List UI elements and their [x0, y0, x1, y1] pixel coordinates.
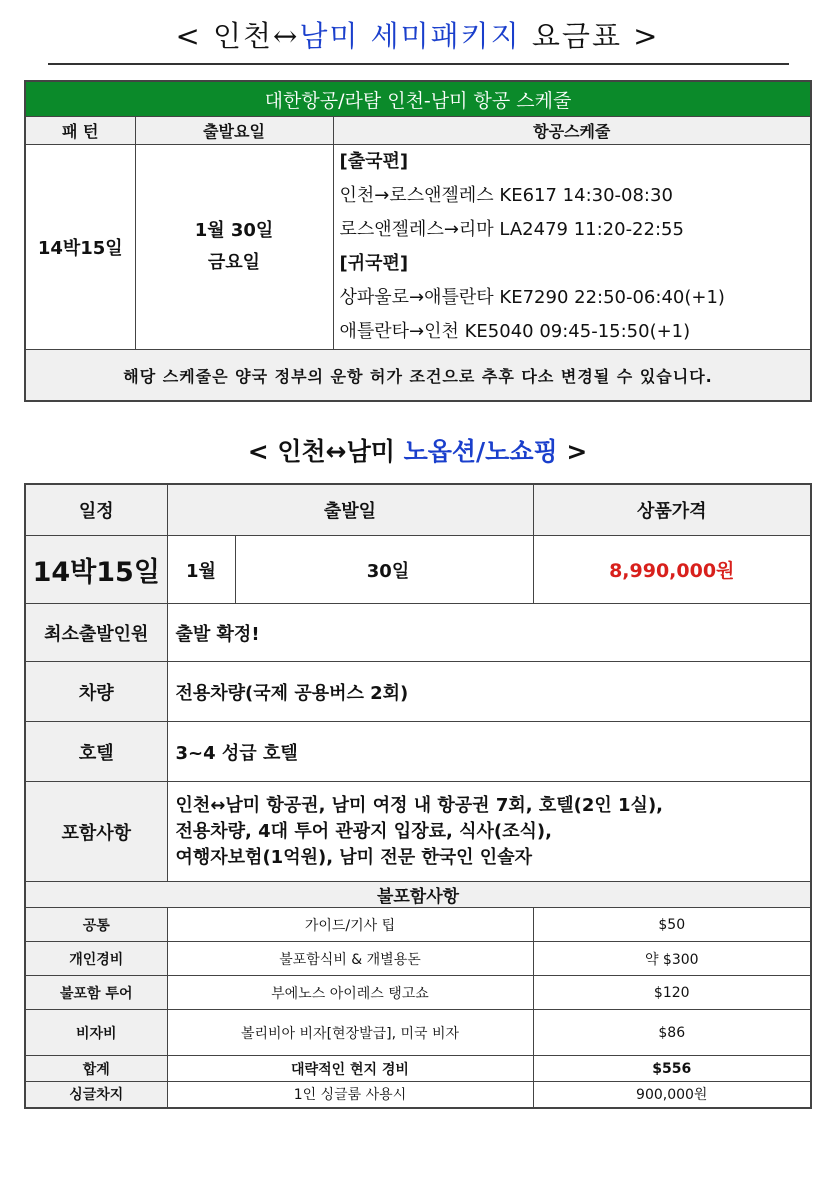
title-highlight: 남미 세미패키지 — [299, 19, 521, 53]
schedule-note: 해당 스케줄은 양국 정부의 운항 허가 조건으로 추후 다소 변경될 수 있습니다. — [25, 350, 811, 402]
title-prefix: < 인천↔ — [175, 19, 300, 53]
flight-return-1: 상파울로→애틀란타 KE7290 22:50-06:40(+1) — [339, 287, 725, 308]
total-desc: 대략적인 현지 경비 — [167, 1056, 533, 1082]
single-charge-label: 싱글차지 — [25, 1082, 167, 1108]
flight-outbound-2: 로스앤젤레스→리마 LA2479 11:20-22:55 — [339, 219, 684, 240]
total-amount: $556 — [533, 1056, 811, 1082]
hotel-value: 3~4 성급 호텔 — [167, 722, 811, 782]
section-title-highlight: 노옵션/노쇼핑 — [403, 437, 558, 466]
schedule-banner: 대한항공/라탐 인천-남미 항공 스케줄 — [25, 81, 811, 117]
include-line: 전용차량, 4대 투어 관광지 입장료, 식사(조식), — [175, 820, 552, 842]
exclude-row-desc: 부에노스 아이레스 탱고쇼 — [167, 976, 533, 1010]
title-suffix: 요금표 > — [520, 19, 660, 53]
exclude-row-desc: 불포함식비 & 개별용돈 — [167, 942, 533, 976]
header-departure-day: 출발요일 — [135, 117, 333, 145]
include-label: 포함사항 — [25, 782, 167, 882]
include-line: 여행자보험(1억원), 남미 전문 한국인 인솔자 — [175, 846, 532, 868]
include-line: 인천↔남미 항공권, 남미 여정 내 항공권 7회, 호텔(2인 1실), — [175, 794, 664, 816]
section-title-suffix: > — [557, 437, 588, 466]
exclude-row-label: 불포함 투어 — [25, 976, 167, 1010]
header-schedule: 일정 — [25, 484, 167, 536]
flight-outbound-1: 인천→로스앤젤레스 KE617 14:30-08:30 — [339, 185, 673, 206]
include-list — [167, 782, 811, 882]
single-charge-desc: 1인 싱글룸 사용시 — [167, 1082, 533, 1108]
exclude-row-amount: $120 — [533, 976, 811, 1010]
exclude-row-desc: 가이드/기사 팁 — [167, 908, 533, 942]
exclude-row-label: 공통 — [25, 908, 167, 942]
hotel-label: 호텔 — [25, 722, 167, 782]
header-pattern: 패 턴 — [25, 117, 135, 145]
outbound-label: [출국편] — [339, 151, 409, 172]
flight-list — [333, 145, 811, 350]
header-price: 상품가격 — [533, 484, 811, 536]
vehicle-label: 차량 — [25, 662, 167, 722]
title-divider — [48, 63, 789, 65]
exclude-row-amount: $86 — [533, 1010, 811, 1056]
single-charge-amount: 900,000원 — [533, 1082, 811, 1108]
departure-cell — [135, 145, 333, 350]
departure-date: 1월 30일 — [194, 220, 274, 241]
departure-weekday: 금요일 — [207, 252, 261, 273]
exclude-row-amount: 약 $300 — [533, 942, 811, 976]
day-cell: 30일 — [235, 536, 533, 604]
header-departure: 출발일 — [167, 484, 533, 536]
section-title-prefix: < 인천↔남미 — [247, 437, 404, 466]
exclude-title: 불포함사항 — [25, 882, 811, 908]
page-title — [0, 14, 835, 55]
section-title — [0, 432, 835, 468]
exclude-row-amount: $50 — [533, 908, 811, 942]
exclude-row-label: 비자비 — [25, 1010, 167, 1056]
total-label: 합계 — [25, 1056, 167, 1082]
flight-schedule-table — [24, 80, 812, 402]
price-table — [24, 483, 812, 1109]
nights-cell: 14박15일 — [25, 536, 167, 604]
pattern-cell: 14박15일 — [25, 145, 135, 350]
exclude-row-desc: 볼리비아 비자[현장발급], 미국 비자 — [167, 1010, 533, 1056]
min-people-value: 출발 확정! — [167, 604, 811, 662]
return-label: [귀국편] — [339, 253, 409, 274]
min-people-label: 최소출발인원 — [25, 604, 167, 662]
vehicle-value: 전용차량(국제 공용버스 2회) — [167, 662, 811, 722]
month-cell: 1월 — [167, 536, 235, 604]
header-flight-schedule: 항공스케줄 — [333, 117, 811, 145]
flight-return-2: 애틀란타→인천 KE5040 09:45-15:50(+1) — [339, 321, 691, 342]
price-cell: 8,990,000원 — [533, 536, 811, 604]
exclude-row-label: 개인경비 — [25, 942, 167, 976]
